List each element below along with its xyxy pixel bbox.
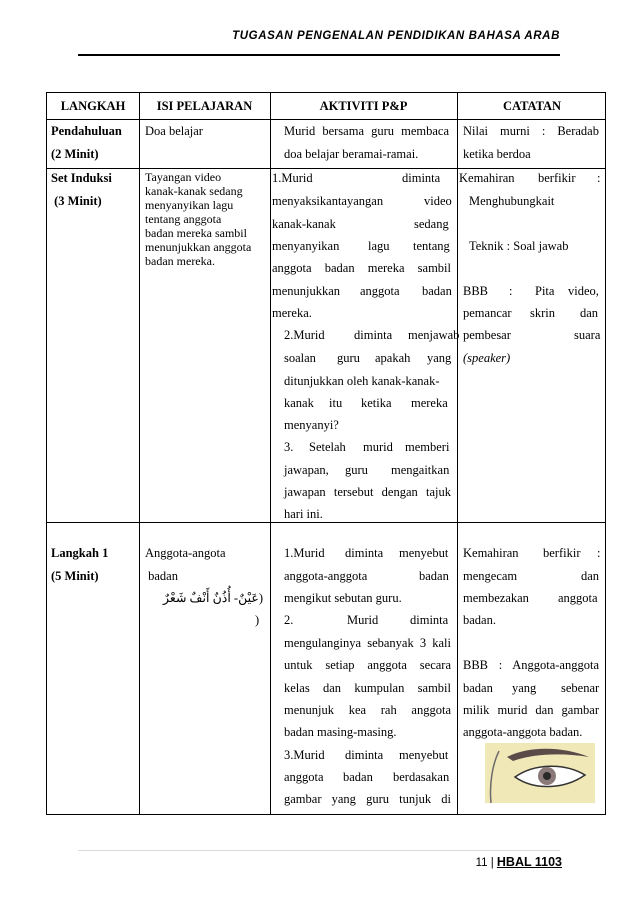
- aktiviti-word: memberi: [405, 440, 450, 454]
- header-langkah: LANGKAH: [60, 99, 126, 113]
- aktiviti-word: anggota: [284, 770, 324, 784]
- aktiviti-word: video: [424, 194, 452, 208]
- catatan-word: sebenar: [561, 681, 600, 695]
- aktiviti-word: menyebut: [399, 546, 449, 560]
- aktiviti-word: Setelah: [309, 440, 346, 454]
- aktiviti-word: 2.Murid: [284, 328, 325, 342]
- catatan-word: anggota: [558, 591, 598, 605]
- langkah-text: Pendahuluan: [51, 124, 122, 138]
- catatan-line: BBB : Anggota-anggota: [463, 658, 599, 672]
- aktiviti-word: menyanyi?: [284, 418, 339, 432]
- catatan-line: (speaker): [463, 351, 511, 365]
- catatan-word: dan: [580, 306, 599, 320]
- isi-line: badan mereka sambil: [145, 226, 247, 240]
- catatan-word: membezakan: [463, 591, 529, 605]
- arabic-vocabulary: (عَيْنٌ- أُذُنٌ أَنْفٌ شَعْرٌ: [163, 591, 263, 605]
- header-isi-pelajaran: ISI PELAJARAN: [156, 99, 253, 113]
- aktiviti-word: diminta: [354, 328, 393, 342]
- page-number: 11: [475, 857, 488, 869]
- aktiviti-word: menyanyikan: [272, 239, 340, 253]
- aktiviti-word: 2.: [284, 613, 294, 627]
- langkah-text: Langkah 1: [51, 546, 109, 560]
- langkah-duration: (3 Minit): [51, 194, 102, 208]
- aktiviti-word: itu: [329, 396, 343, 410]
- header-divider: [78, 54, 560, 56]
- page-footer: [476, 855, 562, 869]
- catatan-word: badan.: [463, 613, 496, 627]
- catatan-line: Nilai murni : Beradab: [463, 124, 599, 138]
- isi-line: kanak-kanak sedang: [145, 184, 243, 198]
- catatan-line: Teknik : Soal jawab: [469, 239, 569, 253]
- catatan-word: pembesar: [463, 328, 511, 342]
- aktiviti-word: menyebut: [399, 748, 449, 762]
- aktiviti-word: kanak: [284, 396, 314, 410]
- aktiviti-word: tentang: [413, 239, 450, 253]
- isi-text: Doa belajar: [145, 124, 203, 138]
- aktiviti-word: mengaitkan: [391, 463, 450, 477]
- eye-pupil: [543, 772, 551, 780]
- aktiviti-word: diminta: [402, 171, 441, 185]
- aktiviti-word: menjawab: [408, 328, 460, 342]
- aktiviti-word: diminta: [345, 748, 384, 762]
- catatan-word: :: [597, 546, 601, 560]
- aktiviti-word: badan: [419, 569, 449, 583]
- aktiviti-word: berdasakan: [393, 770, 450, 784]
- aktiviti-word: soalan: [284, 351, 316, 365]
- lesson-plan-table: [46, 92, 606, 815]
- footer-separator: |: [487, 857, 497, 869]
- course-code: HBAL 1103: [496, 855, 562, 869]
- isi-line: badan: [145, 569, 178, 583]
- isi-line: menyanyikan lagu: [145, 198, 234, 212]
- catatan-word: Kemahiran: [463, 546, 519, 560]
- row-divider: [47, 168, 605, 169]
- aktiviti-line: jawapan tersebut dengan tajuk: [284, 485, 451, 499]
- catatan-word: mengecam: [463, 569, 518, 583]
- catatan-line: anggota-anggota badan.: [463, 725, 583, 739]
- isi-line: Anggota-angota: [145, 546, 226, 560]
- catatan-word: suara: [574, 328, 601, 342]
- aktiviti-word: anggota: [360, 284, 400, 298]
- aktiviti-line: menunjuk kea rah anggota: [284, 703, 451, 717]
- aktiviti-word: kanak-kanak: [272, 217, 336, 231]
- isi-line: menunjukkan anggota: [145, 240, 252, 254]
- langkah-duration: (5 Minit): [51, 569, 99, 583]
- footer-divider: [78, 850, 560, 851]
- catatan-word: pemancar: [463, 306, 512, 320]
- isi-line: Tayangan video: [145, 170, 222, 184]
- langkah-text: Set Induksi: [51, 171, 112, 185]
- aktiviti-word: 1.Murid: [284, 546, 325, 560]
- aktiviti-word: menyaksikantayangan: [272, 194, 384, 208]
- aktiviti-line: anggota badan mereka sambil: [272, 261, 451, 275]
- eye-picture: [485, 743, 595, 803]
- catatan-word: dan: [581, 569, 600, 583]
- column-divider: [139, 93, 140, 814]
- aktiviti-line: gambar yang guru tunjuk di: [284, 792, 451, 806]
- catatan-word: Kemahiran: [459, 171, 515, 185]
- aktiviti-line: ditunjukkan oleh kanak-kanak-: [284, 374, 440, 388]
- aktiviti-word: badan: [343, 770, 373, 784]
- aktiviti-word: anggota-anggota: [284, 569, 368, 583]
- catatan-line: milik murid dan gambar: [463, 703, 599, 717]
- row-divider: [47, 522, 605, 523]
- aktiviti-line: mengulanginya sebanyak 3 kali: [284, 636, 451, 650]
- catatan-word: Pita: [535, 284, 555, 298]
- aktiviti-word: ketika: [361, 396, 392, 410]
- isi-line: badan mereka.: [145, 254, 215, 268]
- aktiviti-word: 3.: [284, 440, 294, 454]
- catatan-line: ketika berdoa: [463, 147, 531, 161]
- column-divider: [457, 93, 458, 814]
- catatan-word: BBB: [463, 284, 489, 298]
- header-catatan: CATATAN: [502, 99, 562, 113]
- aktiviti-line: kelas dan kumpulan sambil: [284, 681, 451, 695]
- isi-line: ): [255, 613, 260, 627]
- aktiviti-line: Murid bersama guru membaca: [284, 124, 449, 138]
- aktiviti-word: guru: [345, 463, 368, 477]
- aktiviti-word: murid: [363, 440, 393, 454]
- catatan-word: berfikir: [538, 171, 576, 185]
- aktiviti-word: lagu: [368, 239, 390, 253]
- langkah-duration: (2 Minit): [51, 147, 99, 161]
- aktiviti-word: apakah: [375, 351, 411, 365]
- catatan-word: badan: [463, 681, 493, 695]
- catatan-word: yang: [512, 681, 537, 695]
- document-header-title: TUGASAN PENGENALAN PENDIDIKAN BAHASA ARAB: [232, 30, 560, 42]
- column-divider: [270, 93, 271, 814]
- isi-line: tentang anggota: [145, 212, 222, 226]
- aktiviti-word: mereka: [411, 396, 448, 410]
- catatan-word: berfikir: [543, 546, 581, 560]
- aktiviti-line: badan masing-masing.: [284, 725, 397, 739]
- aktiviti-word: diminta: [410, 613, 449, 627]
- aktiviti-word: diminta: [345, 546, 384, 560]
- aktiviti-word: 3.Murid: [284, 748, 325, 762]
- catatan-line: Menghubungkait: [469, 194, 555, 208]
- aktiviti-line: doa belajar beramai-ramai.: [284, 147, 419, 161]
- header-aktiviti: AKTIVITI P&P: [319, 99, 408, 113]
- aktiviti-word: jawapan,: [284, 463, 329, 477]
- aktiviti-word: menunjukkan: [272, 284, 341, 298]
- catatan-word: video,: [568, 284, 599, 298]
- aktiviti-word: guru: [337, 351, 360, 365]
- aktiviti-word: Murid: [347, 613, 379, 627]
- aktiviti-word: badan: [422, 284, 452, 298]
- aktiviti-line: untuk setiap anggota secara: [284, 658, 451, 672]
- catatan-word: skrin: [530, 306, 555, 320]
- catatan-word: :: [597, 171, 601, 185]
- catatan-word: :: [509, 284, 513, 298]
- aktiviti-word: hari ini.: [284, 507, 323, 521]
- aktiviti-line: mengikut sebutan guru.: [284, 591, 402, 605]
- aktiviti-word: sedang: [414, 217, 449, 231]
- aktiviti-word: mereka.: [272, 306, 312, 320]
- aktiviti-word: 1.Murid: [272, 171, 313, 185]
- aktiviti-word: yang: [427, 351, 452, 365]
